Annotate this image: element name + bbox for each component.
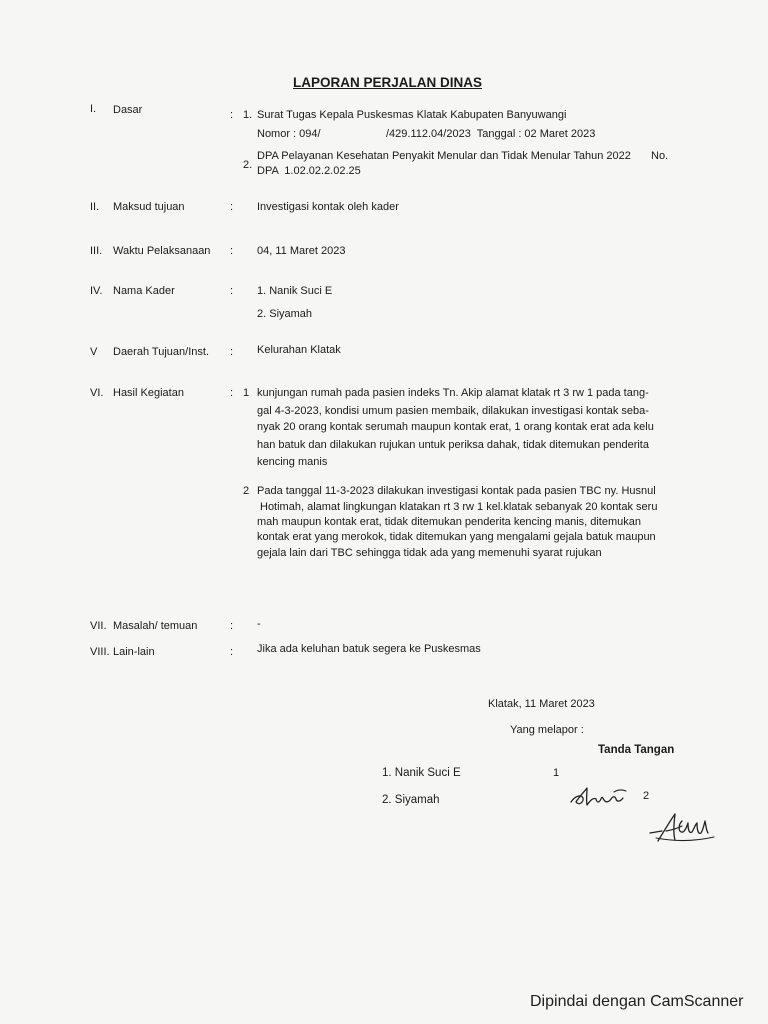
- section-numeral: V: [90, 346, 98, 358]
- kader-name: 1. Nanik Suci E: [257, 285, 333, 297]
- section-colon: :: [230, 646, 234, 658]
- reporter-label: Yang melapor :: [510, 724, 584, 736]
- hasil-item-2-line: [0, 484, 768, 500]
- section-label: Waktu Pelaksanaan: [113, 245, 211, 257]
- handwritten-signature-2: [648, 783, 716, 875]
- section-label: Daerah Tujuan/Inst.: [113, 346, 210, 358]
- signer-name: 1. Nanik Suci E: [382, 767, 461, 779]
- signer-row-1: [0, 766, 768, 782]
- hasil-paragraph-line: nyak 20 orang kontak serumah maupun kontak erat, 1 orang kontak erat ada kelu: [257, 421, 654, 433]
- section-value: Jika ada keluhan batuk segera ke Puskesmas: [257, 643, 481, 655]
- title-row: [0, 74, 768, 94]
- section-numeral: VI.: [90, 387, 104, 399]
- hasil-paragraph-line: Pada tanggal 11-3-2023 dilakukan investigasi kontak pada pasien TBC ny. Husnul: [257, 485, 656, 497]
- hasil-paragraph-line: gal 4-3-2023, kondisi umum pasien membaik, dilakukan investigasi kontak seba-: [257, 405, 649, 417]
- section-colon: :: [230, 285, 234, 297]
- section-numeral: VIII.: [90, 646, 110, 658]
- dasar-dpa-number: DPA 1.02.02.2.02.25: [257, 165, 361, 177]
- section-value: 04, 11 Maret 2023: [257, 245, 346, 257]
- hasil-item-1-line: [0, 438, 768, 454]
- section-masalah-temuan: [0, 619, 768, 635]
- kader-row-2: [0, 307, 768, 323]
- dasar-nomor-suffix: /429.112.04/2023 Tanggal : 02 Maret 2023: [386, 128, 596, 140]
- section-colon: :: [230, 620, 234, 632]
- hasil-paragraph-line: Hotimah, alamat lingkungan klatakan rt 3 rw 1 kel.klatak sebanyak 20 kontak seru: [260, 501, 658, 513]
- hasil-paragraph-line: kencing manis: [257, 456, 328, 468]
- signature-marker: 2: [643, 790, 650, 802]
- section-nama-kader: [0, 284, 768, 300]
- signature-header-row: [0, 743, 768, 759]
- section-dasar: [0, 103, 768, 124]
- reporter-label-row: [0, 723, 768, 739]
- section-daerah-tujuan: [0, 345, 768, 361]
- section-label: Dasar: [113, 104, 143, 116]
- signature-marker: 1: [553, 767, 560, 779]
- hasil-paragraph-line: kunjungan rumah pada pasien indeks Tn. Akip alamat klatak rt 3 rw 1 pada tang-: [257, 387, 649, 399]
- list-marker: 1: [243, 387, 250, 399]
- hasil-item-1-line: [0, 420, 768, 436]
- section-colon: :: [230, 346, 234, 358]
- section-hasil-kegiatan: [0, 386, 768, 402]
- list-marker: 1.: [243, 109, 253, 121]
- hasil-paragraph-line: han batuk dan dilakukan rujukan untuk periksa dahak, tidak ditemukan penderita: [257, 439, 649, 451]
- signature-place-date-row: [0, 697, 768, 713]
- kader-name: 2. Siyamah: [257, 308, 313, 320]
- section-value: Kelurahan Klatak: [257, 344, 341, 356]
- document-title: LAPORAN PERJALAN DINAS: [293, 75, 483, 90]
- dasar-nomor-prefix: Nomor : 094/: [257, 128, 321, 140]
- section-numeral: VII.: [90, 620, 107, 632]
- dasar-dpa-no-label: No.: [651, 150, 669, 162]
- dasar-dpa-text: DPA Pelayanan Kesehatan Penyakit Menular dan Tidak Menular Tahun 2022: [257, 150, 631, 162]
- section-numeral: IV.: [90, 285, 103, 297]
- section-colon: :: [230, 245, 234, 257]
- section-label: Hasil Kegiatan: [113, 387, 184, 399]
- section-waktu-pelaksanaan: [0, 244, 768, 260]
- hasil-item-2-line: [0, 515, 768, 531]
- hasil-paragraph-line: kontak erat yang merokok, tidak ditemukan yang mengalami gejala batuk maupun: [257, 531, 656, 543]
- hasil-item-2-line: [0, 530, 768, 546]
- dasar-dpa-number-row: [0, 164, 768, 180]
- section-numeral: II.: [90, 201, 100, 213]
- place-date: Klatak, 11 Maret 2023: [488, 698, 595, 710]
- section-numeral: I.: [90, 103, 97, 115]
- section-value: Investigasi kontak oleh kader: [257, 201, 399, 213]
- section-colon: :: [230, 109, 234, 121]
- section-lain-lain: [0, 645, 768, 661]
- section-label: Nama Kader: [113, 285, 175, 297]
- dasar-nomor-row: [0, 127, 768, 143]
- hasil-item-1-line: [0, 455, 768, 471]
- scanner-footer: [0, 992, 768, 1014]
- section-colon: :: [230, 387, 234, 399]
- dasar-surat-tugas: Surat Tugas Kepala Puskesmas Klatak Kabupaten Banyuwangi: [257, 109, 567, 121]
- section-label: Maksud tujuan: [113, 201, 185, 213]
- list-marker: 2.: [243, 159, 253, 171]
- scanner-watermark: Dipindai dengan CamScanner: [530, 993, 744, 1010]
- list-marker: 2: [243, 485, 250, 497]
- section-numeral: III.: [90, 245, 103, 257]
- signature-header: Tanda Tangan: [598, 744, 675, 756]
- signer-row-2: [0, 790, 768, 809]
- hasil-item-1-line: [0, 404, 768, 420]
- hasil-item-2-line: [0, 546, 768, 562]
- signer-name: 2. Siyamah: [382, 794, 440, 806]
- section-maksud-tujuan: [0, 200, 768, 216]
- section-colon: :: [230, 201, 234, 213]
- section-value: -: [257, 618, 261, 630]
- hasil-paragraph-line: mah maupun kontak erat, tidak ditemukan penderita kencing manis, ditemukan: [257, 516, 641, 528]
- section-label: Lain-lain: [113, 646, 155, 658]
- section-label: Masalah/ temuan: [113, 620, 198, 632]
- hasil-paragraph-line: gejala lain dari TBC sehingga tidak ada yang memenuhi syarat rujukan: [257, 547, 602, 559]
- hasil-item-2-line: [0, 500, 768, 516]
